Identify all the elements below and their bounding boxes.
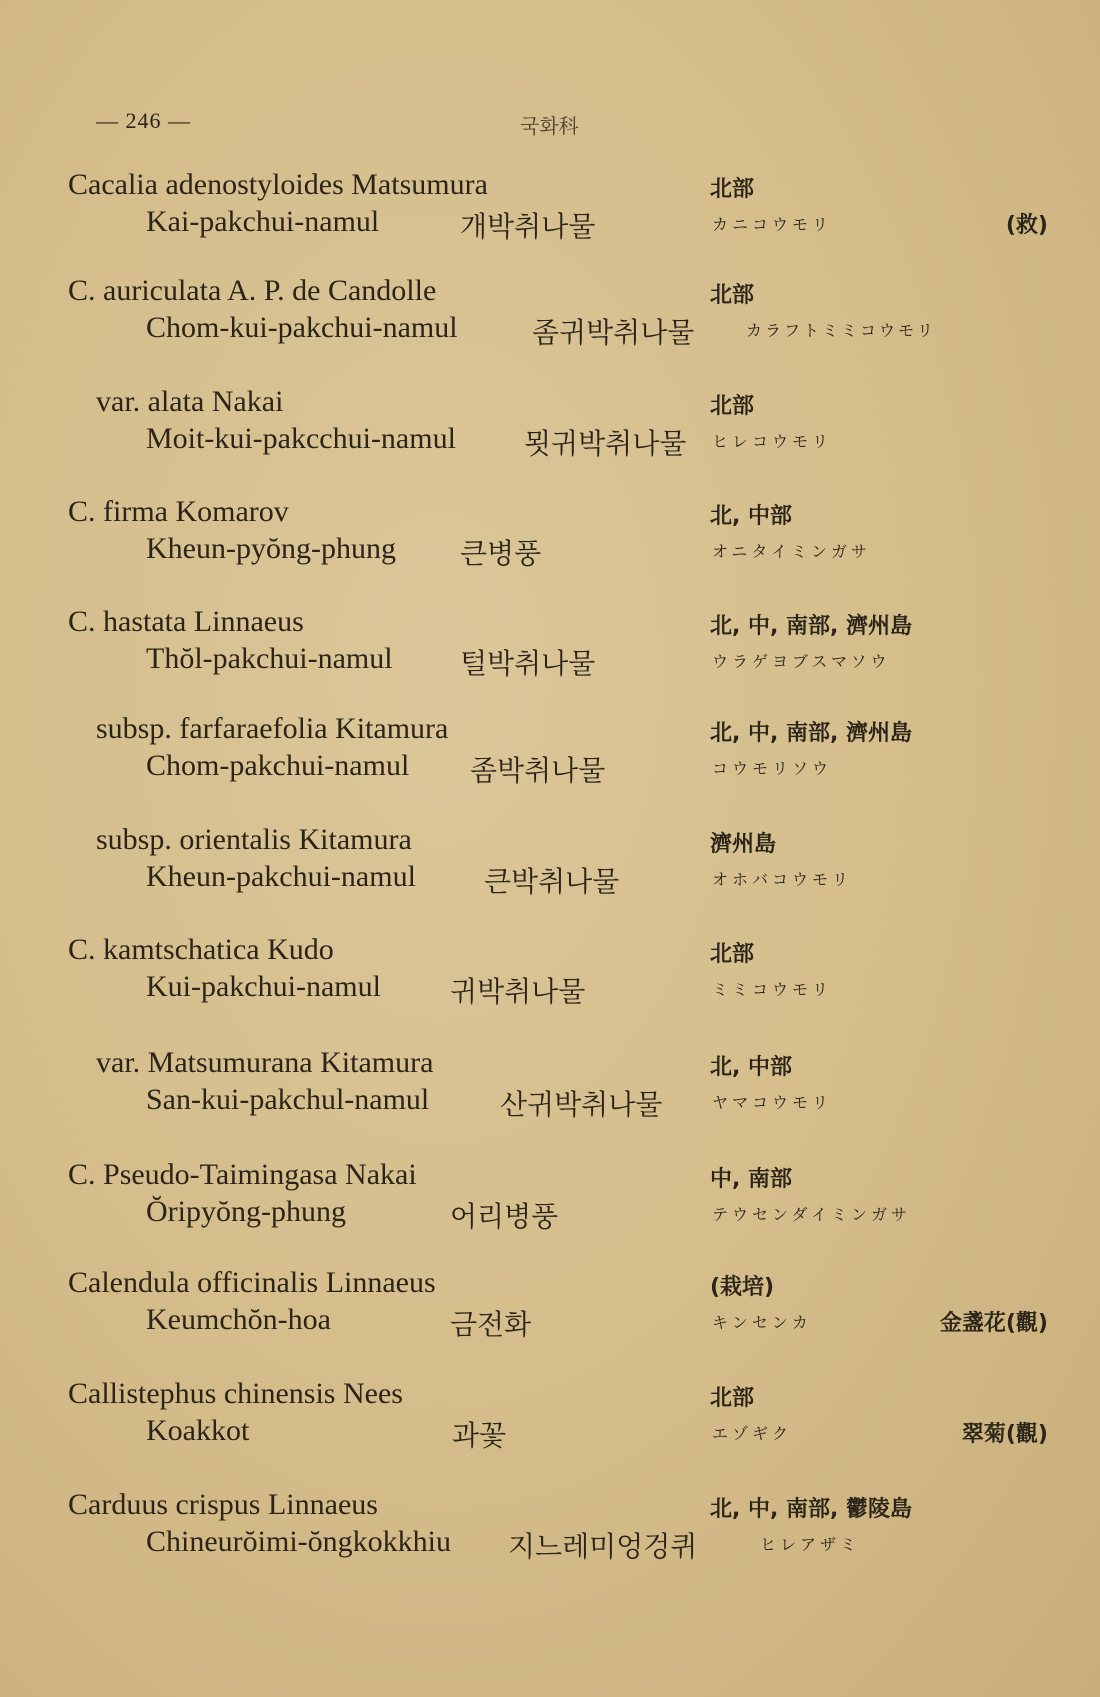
korean-name: 큰병풍 bbox=[460, 537, 542, 570]
scientific-name: Carduus crispus Linnaeus bbox=[68, 1488, 378, 1521]
scientific-name: C. firma Komarov bbox=[68, 495, 289, 528]
korean-name: 큰박취나물 bbox=[484, 865, 620, 898]
scientific-name: Calendula officinalis Linnaeus bbox=[68, 1266, 436, 1299]
romanized-name: Koakkot bbox=[146, 1414, 250, 1447]
romanized-name: San-kui-pakchul-namul bbox=[146, 1083, 430, 1116]
korean-name: 지느레미엉겅퀴 bbox=[508, 1530, 698, 1563]
species-entry bbox=[0, 712, 1100, 802]
distribution: 北, 中部 bbox=[710, 1055, 793, 1080]
korean-name: 좀귀박취나물 bbox=[532, 316, 695, 349]
distribution: (栽培) bbox=[710, 1275, 775, 1300]
page-header bbox=[96, 108, 996, 148]
scientific-name: C. auriculata A. P. de Candolle bbox=[68, 274, 437, 307]
romanized-name: Ŏripyŏng-phung bbox=[146, 1195, 346, 1228]
japanese-name: カラフトミミコウモリ bbox=[746, 321, 937, 340]
korean-name: 귀박취나물 bbox=[450, 975, 586, 1008]
species-entry bbox=[0, 933, 1100, 1023]
species-entry bbox=[0, 1266, 1100, 1356]
scientific-name: Cacalia adenostyloides Matsumura bbox=[68, 168, 488, 201]
distribution: 北, 中, 南部, 濟州島 bbox=[710, 614, 913, 639]
japanese-name: ミミコウモリ bbox=[712, 980, 833, 999]
distribution: 濟州島 bbox=[710, 832, 777, 857]
korean-name: 묏귀박취나물 bbox=[524, 427, 687, 460]
species-entry bbox=[0, 385, 1100, 475]
distribution: 中, 南部 bbox=[710, 1167, 793, 1192]
korean-name: 개박취나물 bbox=[460, 210, 596, 243]
distribution: 北部 bbox=[710, 1386, 755, 1411]
distribution: 北部 bbox=[710, 283, 755, 308]
korean-name: 과꽃 bbox=[452, 1419, 507, 1452]
romanized-name: Chom-kui-pakchui-namul bbox=[146, 311, 458, 344]
species-entry bbox=[0, 274, 1100, 364]
romanized-name: Chineurŏimi-ŏngkokkhiu bbox=[146, 1525, 451, 1558]
japanese-name: ウラゲヨブスマソウ bbox=[712, 652, 891, 671]
distribution: 北, 中, 南部, 鬱陵島 bbox=[710, 1497, 913, 1522]
species-entry bbox=[0, 1377, 1100, 1467]
scientific-name: C. Pseudo-Taimingasa Nakai bbox=[68, 1158, 417, 1191]
romanized-name: Moit-kui-pakcchui-namul bbox=[146, 422, 456, 455]
running-head: 국화科 bbox=[520, 114, 579, 138]
romanized-name: Kheun-pyŏng-phung bbox=[146, 532, 396, 565]
scientific-name: subsp. orientalis Kitamura bbox=[96, 823, 412, 856]
japanese-name: テウセンダイミンガサ bbox=[712, 1205, 912, 1224]
korean-name: 털박취나물 bbox=[460, 647, 596, 680]
japanese-name: ヤマコウモリ bbox=[712, 1093, 833, 1112]
usage-note: (救) bbox=[1005, 213, 1048, 238]
romanized-name: Kheun-pakchui-namul bbox=[146, 860, 416, 893]
japanese-name: オホバコウモリ bbox=[712, 870, 853, 889]
usage-note: 翠菊(觀) bbox=[961, 1422, 1048, 1447]
distribution: 北, 中部 bbox=[710, 504, 793, 529]
scientific-name: Callistephus chinensis Nees bbox=[68, 1377, 403, 1410]
page-number: — 246 — bbox=[96, 108, 191, 133]
japanese-name: エゾギク bbox=[712, 1424, 793, 1443]
korean-name: 금전화 bbox=[450, 1308, 532, 1341]
romanized-name: Thŏl-pakchui-namul bbox=[146, 642, 393, 675]
japanese-name: コウモリソウ bbox=[712, 759, 833, 778]
species-entry bbox=[0, 1488, 1100, 1578]
scientific-name: C. hastata Linnaeus bbox=[68, 605, 304, 638]
japanese-name: キンセンカ bbox=[712, 1313, 812, 1332]
distribution: 北部 bbox=[710, 177, 755, 202]
japanese-name: ヒレコウモリ bbox=[712, 432, 833, 451]
distribution: 北部 bbox=[710, 942, 755, 967]
romanized-name: Keumchŏn-hoa bbox=[146, 1303, 331, 1336]
japanese-name: オニタイミンガサ bbox=[712, 542, 872, 561]
japanese-name: カニコウモリ bbox=[712, 215, 833, 234]
species-entry bbox=[0, 1158, 1100, 1248]
romanized-name: Chom-pakchui-namul bbox=[146, 749, 410, 782]
species-entry bbox=[0, 605, 1100, 695]
usage-note: 金盞花(觀) bbox=[939, 1311, 1048, 1336]
species-entry bbox=[0, 168, 1100, 258]
scientific-name: var. alata Nakai bbox=[96, 385, 284, 418]
korean-name: 어리병풍 bbox=[450, 1200, 559, 1233]
scientific-name: subsp. farfaraefolia Kitamura bbox=[96, 712, 449, 745]
romanized-name: Kai-pakchui-namul bbox=[146, 205, 380, 238]
japanese-name: ヒレアザミ bbox=[760, 1535, 861, 1554]
species-entry bbox=[0, 495, 1100, 585]
romanized-name: Kui-pakchui-namul bbox=[146, 970, 381, 1003]
species-entry bbox=[0, 823, 1100, 913]
distribution: 北部 bbox=[710, 394, 755, 419]
scientific-name: var. Matsumurana Kitamura bbox=[96, 1046, 434, 1079]
distribution: 北, 中, 南部, 濟州島 bbox=[710, 721, 913, 746]
scientific-name: C. kamtschatica Kudo bbox=[68, 933, 334, 966]
korean-name: 산귀박취나물 bbox=[500, 1088, 663, 1121]
species-entry bbox=[0, 1046, 1100, 1136]
korean-name: 좀박취나물 bbox=[470, 754, 606, 787]
